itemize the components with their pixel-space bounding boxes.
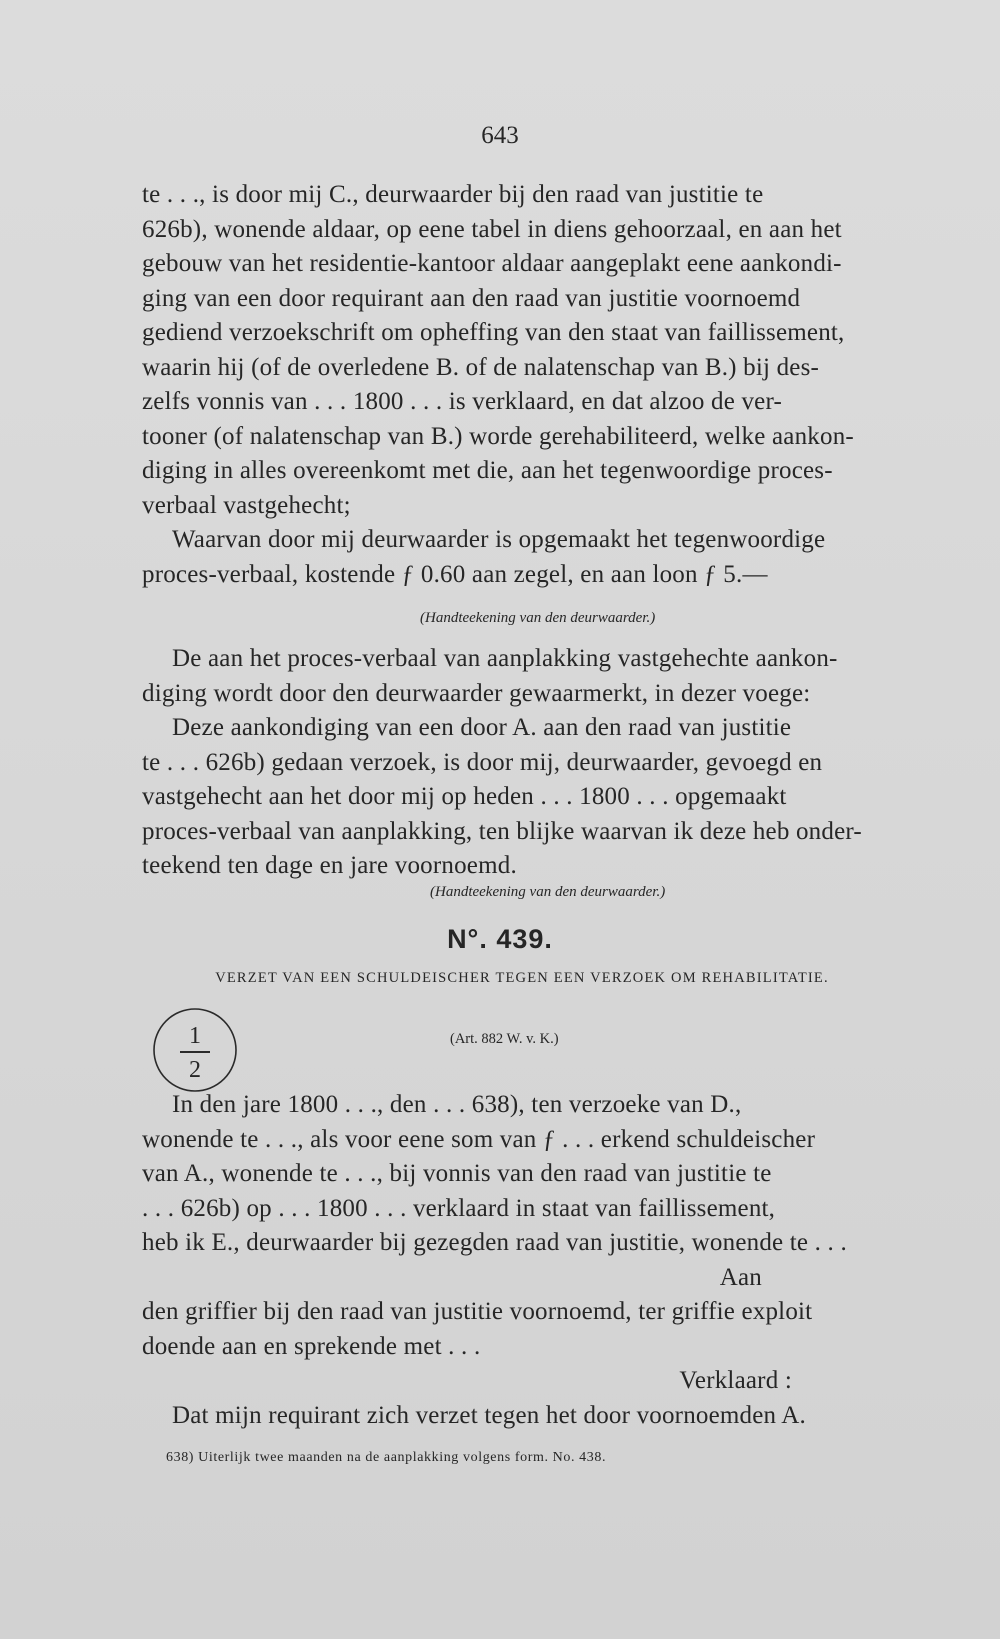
- form-number: N°. 439.: [447, 924, 553, 954]
- text-line: Waarvan door mij deurwaarder is opgemaakt het tegenwoordige: [172, 526, 826, 553]
- text-line: De aan het proces-verbaal van aanplakking vastgehechte aankon-: [172, 645, 838, 672]
- text-line: doende aan en sprekende met . . .: [142, 1332, 481, 1360]
- text-line: vastgehecht aan het door mij op heden . . . 1800 . . . opgemaakt: [142, 783, 787, 810]
- article-reference: (Art. 882 W. v. K.): [450, 1031, 559, 1047]
- text-line: heb ik E., deurwaarder bij gezegden raad van justitie, wonende te . . .: [142, 1229, 847, 1256]
- stamp-numerator: 1: [189, 1023, 201, 1049]
- text-line: van A., wonende te . . ., bij vonnis van den raad van justitie te: [142, 1160, 772, 1187]
- footnote: 638) Uiterlijk twee maanden na de aanplakking volgens form. No. 438.: [166, 1450, 607, 1465]
- paragraph-proces-verbaal: [142, 178, 902, 592]
- text-line: zelfs vonnis van . . . 1800 . . . is verklaard, en dat alzoo de ver-: [142, 388, 782, 415]
- text-line: Aan: [719, 1263, 762, 1291]
- text-line: gediend verzoekschrift om opheffing van den staat van faillissement,: [142, 319, 845, 346]
- text-line: gebouw van het residentie-kantoor aldaar aangeplakt eene aankondi-: [142, 250, 842, 277]
- text-line: 626b), wonende aldaar, op eene tabel in diens gehoorzaal, en aan het: [142, 215, 842, 243]
- text-line: te . . . 626b) gedaan verzoek, is door mij, deurwaarder, gevoegd en: [142, 748, 823, 776]
- text-line: tooner (of nalatenschap van B.) worde gerehabiliteerd, welke aankon-: [142, 422, 854, 450]
- text-line: den griffier bij den raad van justitie voornoemd, ter griffie exploit: [142, 1298, 813, 1325]
- text-line: verbaal vastgehecht;: [142, 491, 351, 519]
- stamp-denominator: 2: [189, 1057, 201, 1083]
- text-line: Dat mijn requirant zich verzet tegen het door voornoemden A.: [172, 1401, 807, 1429]
- page-number: 643: [481, 122, 519, 149]
- text-line: proces-verbaal van aanplakking, ten blijke waarvan ik deze heb onder-: [142, 817, 862, 845]
- text-line: Verklaard :: [679, 1367, 792, 1394]
- text-line: teekend ten dage en jare voornoemd.: [142, 852, 517, 879]
- section-heading: VERZET VAN EEN SCHULDEISCHER TEGEN EEN VERZOEK OM REHABILITATIE.: [215, 970, 829, 986]
- stamp-seal-icon: [150, 1005, 240, 1095]
- paragraph-verzet: [142, 1088, 902, 1433]
- text-line: proces-verbaal, kostende ƒ 0.60 aan zegel, en aan loon ƒ 5.—: [142, 560, 768, 588]
- text-line: wonende te . . ., als voor eene som van ƒ . . . erkend schuldeischer: [142, 1125, 816, 1153]
- text-line: waarin hij (of de overledene B. of de nalatenschap van B.) bij des-: [142, 353, 820, 381]
- text-line: ging van een door requirant aan den raad van justitie voornoemd: [142, 284, 801, 312]
- signature-line: (Handteekening van den deurwaarder.): [420, 610, 656, 626]
- text-line: Deze aankondiging van een door A. aan den raad van justitie: [172, 714, 792, 741]
- paragraph-aankondiging: [142, 642, 902, 884]
- text-line: diging wordt door den deurwaarder gewaarmerkt, in dezer voege:: [142, 679, 811, 707]
- signature-line: (Handteekening van den deurwaarder.): [430, 884, 666, 900]
- text-line: In den jare 1800 . . ., den . . . 638), ten verzoeke van D.,: [172, 1091, 742, 1118]
- text-line: te . . ., is door mij C., deurwaarder bij den raad van justitie te: [142, 181, 764, 208]
- text-line: . . . 626b) op . . . 1800 . . . verklaard in staat van faillissement,: [142, 1194, 776, 1222]
- text-line: diging in alles overeenkomt met die, aan het tegenwoordige proces-: [142, 457, 833, 484]
